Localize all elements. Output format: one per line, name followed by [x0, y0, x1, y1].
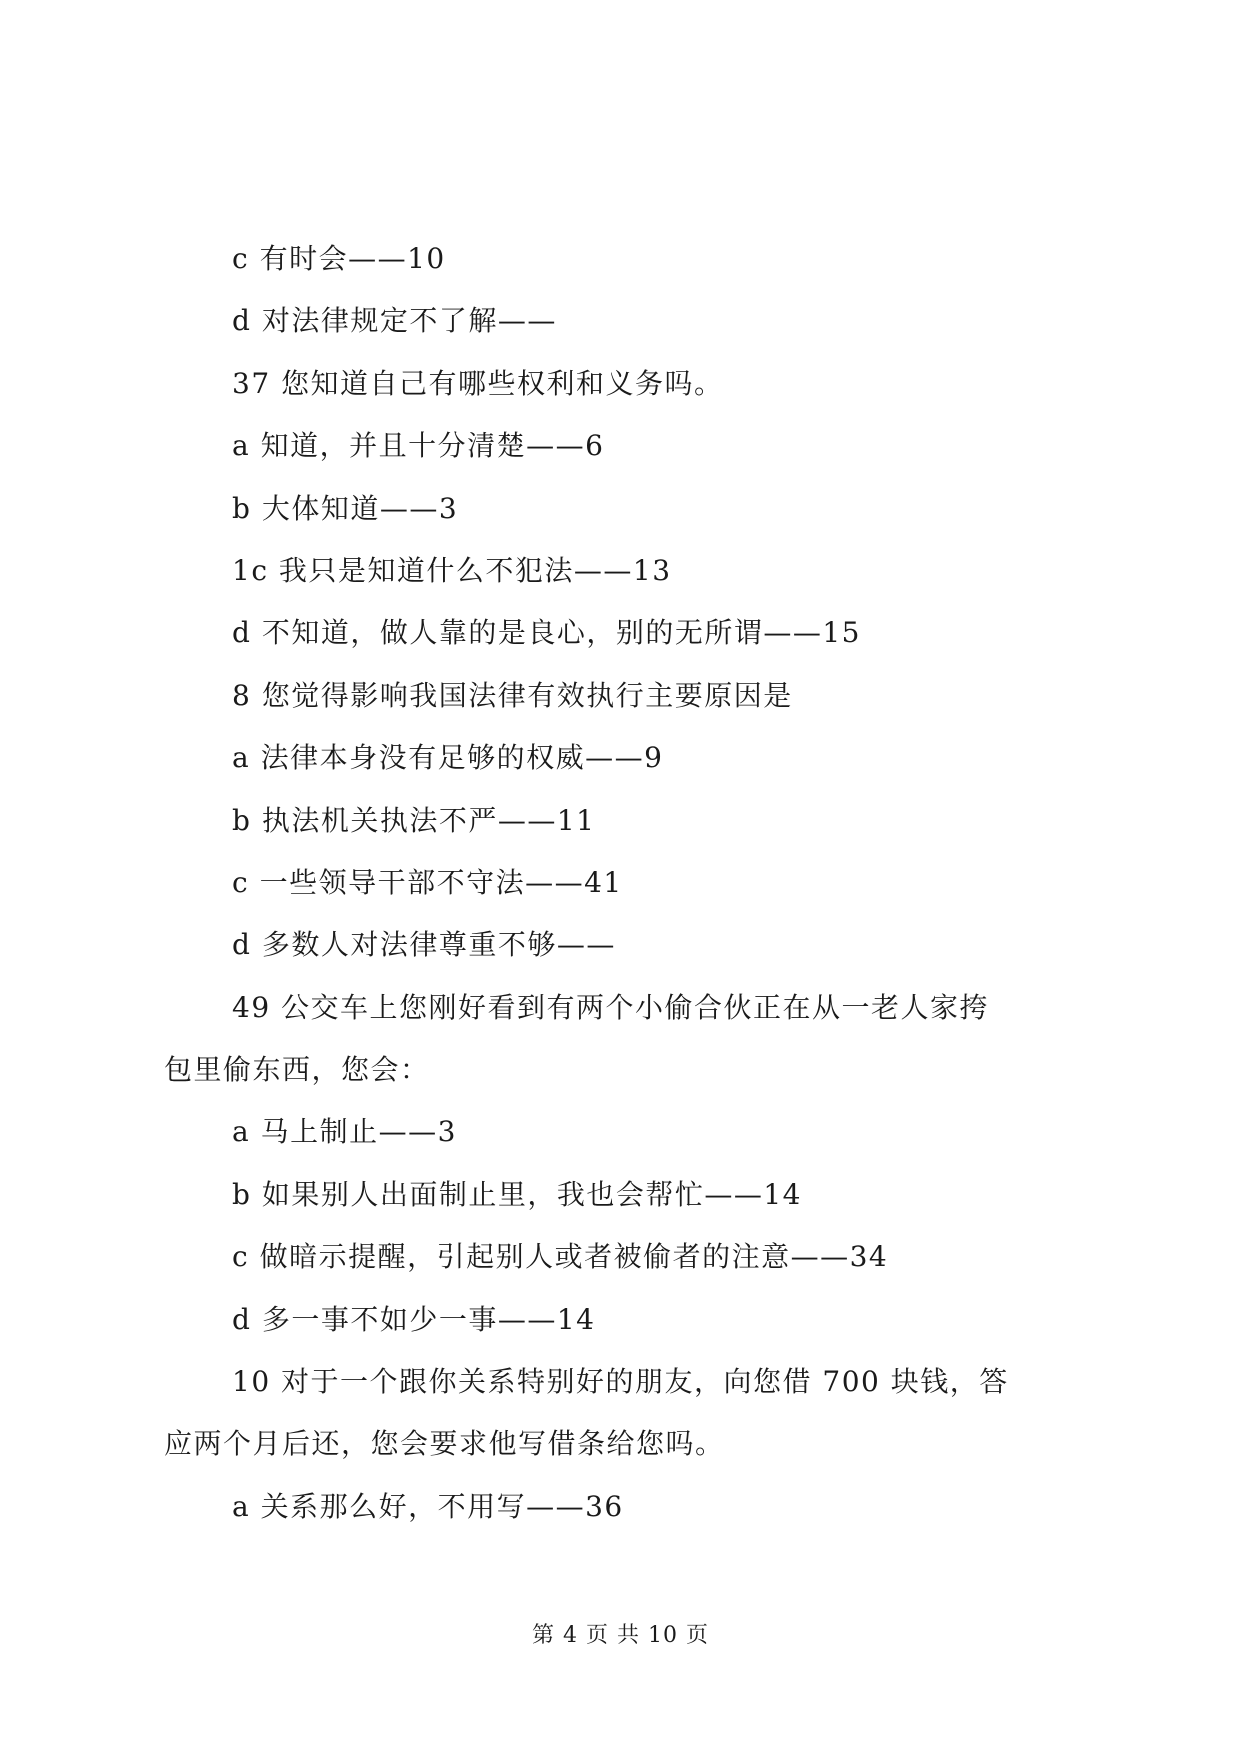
question-line: 10 对于一个跟你关系特别好的朋友，向您借 700 块钱，答 [232, 1365, 1009, 1399]
text-line: a 关系那么好，不用写——36 [232, 1489, 624, 1523]
page-body [164, 228, 1084, 1538]
text-line: c 一些领导干部不守法——41 [232, 865, 623, 899]
text-line: b 如果别人出面制止里，我也会帮忙——14 [232, 1177, 802, 1211]
text-line: a 知道，并且十分清楚——6 [232, 429, 605, 463]
question-line: 49 公交车上您刚好看到有两个小偷合伙正在从一老人家挎 [232, 990, 990, 1024]
text-line: a 法律本身没有足够的权威——9 [232, 741, 664, 775]
text-line: d 不知道，做人靠的是良心，别的无所谓——15 [232, 616, 861, 650]
text-line: c 做暗示提醒，引起别人或者被偷者的注意——34 [232, 1240, 889, 1274]
text-line: a 马上制止——3 [232, 1115, 457, 1149]
text-line: 1c 我只是知道什么不犯法——13 [232, 553, 672, 587]
text-line: c 有时会——10 [232, 242, 446, 275]
text-line: b 大体知道——3 [232, 491, 459, 525]
text-line: b 执法机关执法不严——11 [232, 803, 596, 837]
text-line: d 多数人对法律尊重不够—— [232, 928, 616, 962]
text-line: d 多一事不如少一事——14 [232, 1302, 596, 1336]
question-line-continued: 应两个月后还，您会要求他写借条给您吗。 [164, 1427, 725, 1461]
text-line: d 对法律规定不了解—— [232, 304, 557, 338]
question-line-continued: 包里偷东西，您会： [164, 1053, 430, 1087]
question-line: 37 您知道自己有哪些权利和义务吗。 [232, 366, 724, 400]
question-line: 8 您觉得影响我国法律有效执行主要原因是 [232, 678, 793, 712]
page-footer: 第 4 页 共 10 页 [532, 1623, 709, 1648]
